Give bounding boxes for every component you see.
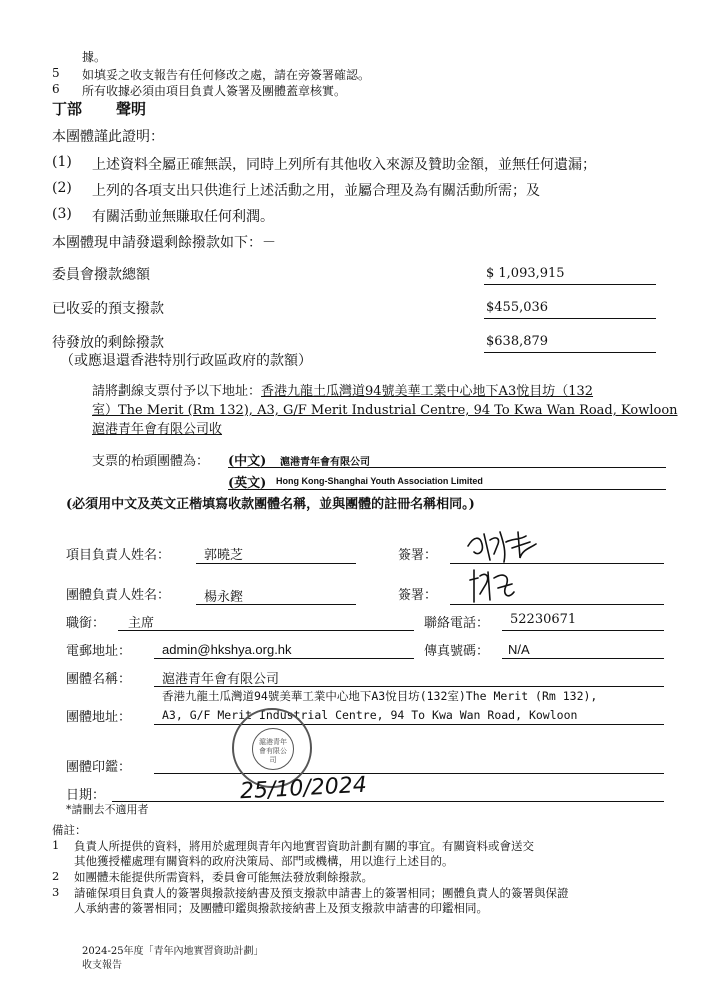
total-grant-label: 委員會撥款總額 <box>52 267 150 283</box>
remark-3-line-2: 人承納書的簽署相同；及團體印鑑與撥款接納書上及預支撥款申請書的印鑑相同。 <box>74 901 488 915</box>
declaration-item-3-text: 有關活動並無賺取任何利潤。 <box>92 209 274 225</box>
declaration-item-2-text: 上列的各項支出只供進行上述活動之用，並屬合理及為有關活動所需；及 <box>92 183 540 199</box>
apply-statement: 本團體現申請發還剩餘撥款如下：－ <box>52 235 276 251</box>
seal-label: 團體印鑑： <box>66 760 132 775</box>
phone-underline <box>502 630 664 631</box>
org-address-underline <box>154 724 664 725</box>
org-name-underline <box>154 686 664 687</box>
remark-3-number: 3 <box>52 885 60 899</box>
strike-note: *請刪去不適用者 <box>66 803 149 816</box>
org-head-underline <box>196 604 356 605</box>
email-value: admin@hkshya.org.hk <box>162 642 292 657</box>
declaration-item-1-number: (1) <box>52 154 72 170</box>
org-address-line-1: 香港九龍土瓜灣道94號美華工業中心地下A3悅目坊(132室)The Merit (Rm 132), <box>162 689 598 703</box>
fax-underline <box>502 658 664 659</box>
project-head-underline <box>196 563 356 564</box>
org-head-name: 楊永鏗 <box>204 590 244 605</box>
org-head-label: 團體負責人姓名： <box>66 588 171 603</box>
payee-label: 支票的枱頭團體為： <box>92 454 210 469</box>
org-address-label: 團體地址： <box>66 710 132 725</box>
cheque-address-cn: 香港九龍土瓜灣道94號美華工業中心地下A3悅目坊（132 <box>261 384 594 399</box>
date-underline <box>112 801 664 802</box>
received-advance-value: $455,036 <box>486 300 549 315</box>
remark-1-line-1: 負責人所提供的資料，將用於處理與青年內地實習資助計劃有關的事宜。有關資料或會送交 <box>74 839 534 853</box>
cheque-address-prefix: 請將劃線支票付予以下地址： <box>92 384 262 399</box>
project-head-signature <box>460 526 550 566</box>
cheque-address-line-2: 室）The Merit (Rm 132), A3, G/F Merit Industrial Centre, 94 To Kwa Wan Road, Kowloon <box>92 403 678 418</box>
phone-label: 聯絡電話： <box>424 616 490 631</box>
date-label: 日期： <box>66 788 106 803</box>
project-head-label: 項目負責人姓名： <box>66 548 171 563</box>
remark-3-line-1: 請確保項目負責人的簽署與撥款接納書及預支撥款申請書上的簽署相同；團體負責人的簽署與保證 <box>74 886 569 900</box>
remark-2-number: 2 <box>52 869 60 883</box>
cheque-address-line-3: 滬港青年會有限公司收 <box>92 422 223 437</box>
fax-label: 傳真號碼： <box>424 644 490 659</box>
remark-2-line-1: 如團體未能提供所需資料，委員會可能無法發放剩餘撥款。 <box>74 870 373 884</box>
declaration-item-3-number: (3) <box>52 206 72 222</box>
payee-cn-value: 滬港青年會有限公司 <box>280 457 370 468</box>
phone-value: 52230671 <box>510 612 577 627</box>
pending-balance-underline <box>484 352 656 353</box>
email-underline <box>154 658 414 659</box>
org-head-sign-label: 簽署： <box>398 588 438 603</box>
org-name-label: 團體名稱： <box>66 672 132 687</box>
total-grant-underline <box>484 284 656 285</box>
email-label: 電郵地址： <box>66 644 132 659</box>
section-label: 丁部 <box>52 100 83 118</box>
payee-remark: (必須用中文及英文正楷填寫收款團體名稱，並與團體的註冊名稱相同。) <box>66 497 475 512</box>
payee-cn-label: (中文) <box>228 454 267 469</box>
declaration-item-2-number: (2) <box>52 180 72 196</box>
org-head-signature <box>464 566 524 606</box>
note-6-text: 所有收據必須由項目負責人簽署及團體蓋章核實。 <box>82 84 347 98</box>
date-handwritten: 25/10/2024 <box>239 772 368 805</box>
pending-balance-value: $638,879 <box>486 334 549 349</box>
payee-cn-underline <box>228 467 666 468</box>
footer-report: 收支報告 <box>82 960 122 971</box>
cheque-address-line-1 <box>92 380 593 399</box>
seal-underline <box>154 773 664 774</box>
org-address-line-2: A3, G/F Merit Industrial Centre, 94 To Kwa Wan Road, Kowloon <box>162 708 578 722</box>
remark-1-number: 1 <box>52 838 60 852</box>
project-head-sign-label: 簽署： <box>398 548 438 563</box>
pending-balance-label: 待發放的剩餘撥款 <box>52 335 164 351</box>
payee-en-underline <box>228 489 666 490</box>
received-advance-label: 已收妥的預支撥款 <box>52 301 164 317</box>
received-advance-underline <box>484 318 656 319</box>
total-grant-value: $ 1,093,915 <box>486 266 565 281</box>
note-continuation: 據。 <box>82 50 107 64</box>
footer-program: 2024-25年度「青年內地實習資助計劃」 <box>82 946 264 957</box>
remarks-title: 備註： <box>52 823 87 837</box>
pending-balance-subnote: （或應退還香港特別行政區政府的款額） <box>60 353 312 369</box>
title-value: 主席 <box>128 616 155 631</box>
title-label: 職銜： <box>66 616 106 631</box>
declaration-intro: 本團體謹此證明： <box>52 129 164 145</box>
note-5-text: 如填妥之收支報告有任何修改之處，請在旁簽署確認。 <box>82 68 371 82</box>
remark-1-line-2: 其他獲授權處理有關資料的政府決策局、部門或機構，用以進行上述目的。 <box>74 854 454 868</box>
org-seal-text: 滬港青年會有限公司 <box>259 739 287 764</box>
section-title: 聲明 <box>116 100 147 118</box>
org-name-value: 滬港青年會有限公司 <box>162 672 280 687</box>
project-head-name: 郭曉芝 <box>204 548 244 563</box>
declaration-item-1-text: 上述資料全屬正確無誤，同時上列所有其他收入來源及贊助金額，並無任何遺漏； <box>92 157 596 173</box>
payee-en-value: Hong Kong-Shanghai Youth Association Limited <box>276 476 483 486</box>
title-underline <box>118 630 414 631</box>
note-6-number: 6 <box>52 82 60 96</box>
note-5-number: 5 <box>52 66 60 80</box>
fax-value: N/A <box>508 642 530 657</box>
payee-en-label: (英文) <box>228 476 267 491</box>
